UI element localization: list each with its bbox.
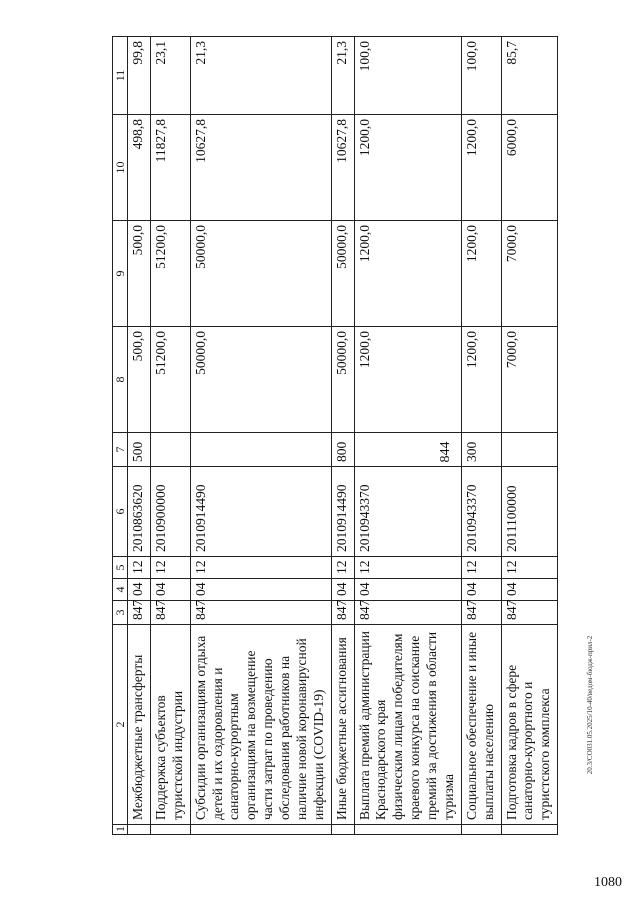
row-value-cell: 04 bbox=[128, 579, 151, 601]
row-value-cell: 12 bbox=[354, 557, 461, 579]
row-value-cell: 04 bbox=[354, 579, 461, 601]
row-value-cell: 500,0 bbox=[128, 327, 151, 433]
row-value-cell: 800 bbox=[331, 433, 354, 467]
header-cell: 10 bbox=[113, 115, 128, 221]
row-value-cell: 51200,0 bbox=[150, 327, 190, 433]
row-value-cell: 7000,0 bbox=[501, 221, 558, 327]
row-value-cell: 50000,0 bbox=[331, 221, 354, 327]
row-value-cell: 10627,8 bbox=[190, 115, 331, 221]
table-row bbox=[150, 37, 190, 835]
row-value-cell bbox=[190, 433, 331, 467]
row-value-cell: 2010914490 bbox=[190, 467, 331, 557]
row-name-cell: Подготовка кадров в сфере санаторно-курортного и туристского комплекса bbox=[501, 625, 558, 825]
row-value-cell: 04 bbox=[190, 579, 331, 601]
row-name-cell: Субсидии организациям отдыха детей и их оздоровления и санаторно-курортным организациям на возмещение части затрат по проведению обследования работников на наличие новой коронавирусной инфекции (COVID-19) bbox=[190, 625, 331, 825]
row-value-cell: 2010914490 bbox=[331, 467, 354, 557]
header-cell: 4 bbox=[113, 579, 128, 601]
row-value-cell: 50000,0 bbox=[190, 327, 331, 433]
header-cell: 2 bbox=[113, 625, 128, 825]
table-row bbox=[461, 37, 501, 835]
rotated-table-wrapper bbox=[112, 36, 558, 835]
header-cell: 9 bbox=[113, 221, 128, 327]
row-name-cell: Межбюджетные трансферты bbox=[128, 625, 151, 825]
row-value-cell: 11827,8 bbox=[150, 115, 190, 221]
row-blank-cell bbox=[501, 825, 558, 835]
page-number: 844 bbox=[438, 441, 453, 463]
row-blank-cell bbox=[461, 825, 501, 835]
row-value-cell: 99,8 bbox=[128, 37, 151, 115]
row-value-cell: 50000,0 bbox=[331, 327, 354, 433]
row-value-cell: 2010943370 bbox=[354, 467, 461, 557]
row-name-cell: Поддержка субъектов туристской индустрии bbox=[150, 625, 190, 825]
row-value-cell: 847 bbox=[150, 601, 190, 625]
row-value-cell: 7000,0 bbox=[501, 327, 558, 433]
row-value-cell: 50000,0 bbox=[190, 221, 331, 327]
row-blank-cell bbox=[150, 825, 190, 835]
row-value-cell: 12 bbox=[461, 557, 501, 579]
budget-table bbox=[112, 36, 558, 835]
row-value-cell: 21,3 bbox=[331, 37, 354, 115]
row-value-cell: 12 bbox=[128, 557, 151, 579]
row-name-cell: Иные бюджетные ассигнования bbox=[331, 625, 354, 825]
document-code-note: 20.3/СО031.05.2025/10-40/ведом-бюдж-прил-2 bbox=[586, 635, 594, 775]
row-value-cell bbox=[150, 433, 190, 467]
row-value-cell: 847 bbox=[128, 601, 151, 625]
row-value-cell: 2011100000 bbox=[501, 467, 558, 557]
row-value-cell: 21,3 bbox=[190, 37, 331, 115]
row-value-cell: 1200,0 bbox=[354, 327, 461, 433]
header-cell: 8 bbox=[113, 327, 128, 433]
header-row bbox=[113, 37, 128, 835]
row-value-cell: 04 bbox=[150, 579, 190, 601]
table-row bbox=[331, 37, 354, 835]
row-value-cell: 847 bbox=[190, 601, 331, 625]
header-cell: 7 bbox=[113, 433, 128, 467]
row-value-cell: 100,0 bbox=[461, 37, 501, 115]
row-value-cell: 04 bbox=[461, 579, 501, 601]
row-value-cell: 2010900000 bbox=[150, 467, 190, 557]
row-value-cell: 12 bbox=[190, 557, 331, 579]
row-value-cell: 12 bbox=[150, 557, 190, 579]
row-blank-cell bbox=[331, 825, 354, 835]
row-value-cell bbox=[501, 433, 558, 467]
row-value-cell: 500,0 bbox=[128, 221, 151, 327]
header-cell: 3 bbox=[113, 601, 128, 625]
row-blank-cell bbox=[354, 825, 461, 835]
row-value-cell: 51200,0 bbox=[150, 221, 190, 327]
header-cell: 1 bbox=[113, 825, 128, 835]
footer-number: 1080 bbox=[594, 875, 622, 890]
row-value-cell: 847 bbox=[354, 601, 461, 625]
row-value-cell: 10627,8 bbox=[331, 115, 354, 221]
header-cell: 5 bbox=[113, 557, 128, 579]
row-value-cell: 847 bbox=[331, 601, 354, 625]
row-blank-cell bbox=[128, 825, 151, 835]
row-value-cell: 12 bbox=[501, 557, 558, 579]
row-value-cell: 04 bbox=[331, 579, 354, 601]
header-cell: 6 bbox=[113, 467, 128, 557]
table-row bbox=[128, 37, 151, 835]
row-value-cell: 1200,0 bbox=[461, 115, 501, 221]
row-value-cell: 1200,0 bbox=[461, 327, 501, 433]
row-value-cell: 100,0 bbox=[354, 37, 461, 115]
table-row bbox=[354, 37, 461, 835]
header-cell: 11 bbox=[113, 37, 128, 115]
table-row bbox=[190, 37, 331, 835]
row-value-cell bbox=[354, 433, 461, 467]
row-blank-cell bbox=[190, 825, 331, 835]
row-value-cell: 12 bbox=[331, 557, 354, 579]
row-value-cell: 847 bbox=[501, 601, 558, 625]
table-row bbox=[501, 37, 558, 835]
row-value-cell: 1200,0 bbox=[461, 221, 501, 327]
row-value-cell: 847 bbox=[461, 601, 501, 625]
table-body bbox=[128, 37, 558, 835]
row-value-cell: 500 bbox=[128, 433, 151, 467]
row-value-cell: 300 bbox=[461, 433, 501, 467]
row-value-cell: 1200,0 bbox=[354, 115, 461, 221]
row-value-cell: 498,8 bbox=[128, 115, 151, 221]
row-value-cell: 6000,0 bbox=[501, 115, 558, 221]
row-name-cell: Выплата премий администрации Краснодарского края физическим лицам победителям краевого конкурса на соискание премий за достижения в области туризма bbox=[354, 625, 461, 825]
row-value-cell: 2010943370 bbox=[461, 467, 501, 557]
row-name-cell: Социальное обеспечение и иные выплаты населению bbox=[461, 625, 501, 825]
row-value-cell: 1200,0 bbox=[354, 221, 461, 327]
row-value-cell: 2010863620 bbox=[128, 467, 151, 557]
row-value-cell: 23,1 bbox=[150, 37, 190, 115]
row-value-cell: 04 bbox=[501, 579, 558, 601]
row-value-cell: 85,7 bbox=[501, 37, 558, 115]
